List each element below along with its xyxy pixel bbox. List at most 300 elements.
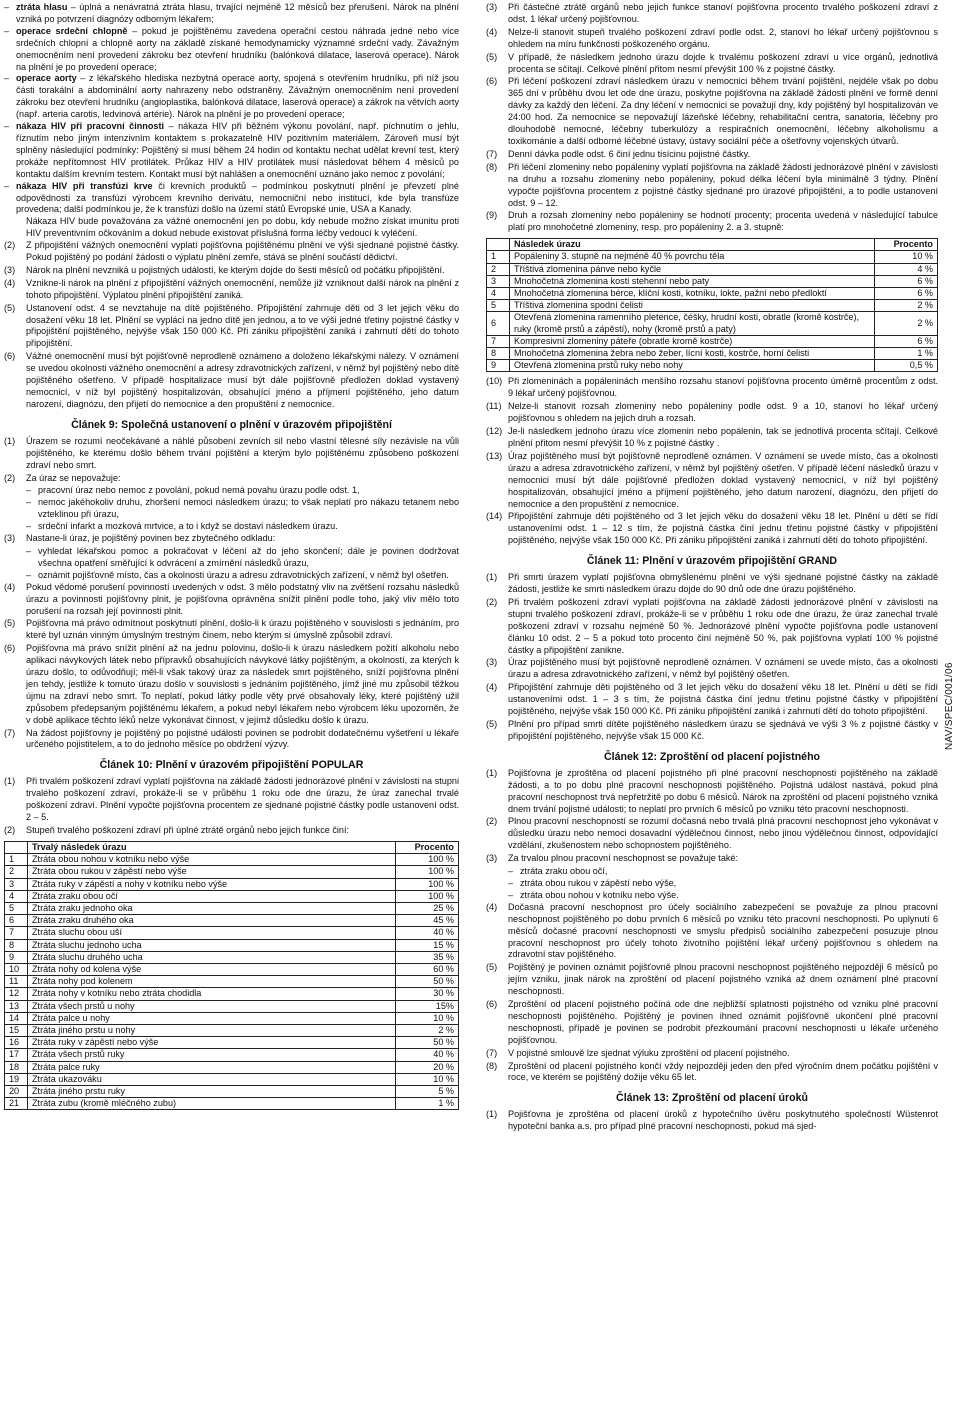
permanent-injury-table — [4, 841, 459, 1110]
row-label: Ztráta sluchu obou uší — [28, 927, 396, 939]
table-row — [487, 348, 938, 360]
paragraph-text: Pokud vědomé porušení povinností uvedených v odst. 3 mělo podstatný vliv na zvětšení rozsahu následků úrazu a povinnosti pojišťovny plnit, je pojišťovna oprávněna snížit plnění podle toho, jaký vliv mělo toto porušení na rozsah její povinnosti plnit. — [26, 581, 459, 616]
table-row — [5, 1012, 459, 1024]
dash-item — [4, 181, 459, 217]
term-bold: operace aorty — [16, 73, 77, 84]
paragraph-number: (6) — [4, 351, 16, 362]
row-number: 3 — [487, 275, 510, 287]
table-row — [487, 300, 938, 312]
paragraph-text: Při léčení poškození zdraví následkem úrazu v nemocnici během trvání pojištění, nejdéle však po dobu 365 dní v průběhu dvou let ode dne úrazu, poskytne pojišťovna na základě žádosti plnění ve formě denní dávky za každý den léčení. Za dny léčení v nemocnici se považují dny, kdy pojištěný byl hospitalizován ve 24:00 hod. Za nemocnice se nepovažují lázeňské léčebny, rehabilitační centra, sanatoria, léčebny pro dlouhodobě nemocné, léčebny tuberkulózy a respiračních onemocnění, léčebny alkoholismu a toxikománie a další odborné léčebné ústavy, ústavy sociální péče a ošetřovny vojenských útvarů. — [508, 76, 938, 146]
dash-item — [486, 866, 938, 878]
row-percent: 40 % — [396, 927, 459, 939]
paragraph-number: (3) — [486, 853, 498, 864]
paragraph-text: V případě, že následkem jednoho úrazu dojde k trvalému poškození zdraví u více orgánů, jednotlivá procenta se sčítají. Celkové plnění přitom nesmí převýšit 100 % z pojistné částky. — [508, 51, 938, 74]
row-percent: 15% — [396, 1000, 459, 1012]
row-percent: 2 % — [396, 1024, 459, 1036]
row-label: Otevřená zlomenina ramenního pletence, čéšky, hrudní kosti, obratle (kromě kostrče), ruky (kromě prstů a zápěstí), nohy (kromě prstů a paty) — [510, 312, 875, 335]
row-number: 12 — [5, 988, 28, 1000]
paragraph-text: Plnění pro případ smrti dítěte pojištěného následkem úrazu se sjednává ve výši 3 % z pojistné částky v připojištění pojištěného, nejvýše však 15 000 Kč. — [508, 719, 938, 741]
dash-item — [486, 878, 938, 890]
paragraph-text: Pojištěný je povinen oznámit pojišťovně plnou pracovní neschopnost pojištěného nejpozději 6 měsíců po jejím vzniku, jinak nárok na zproštění od placení pojistného vzniká až dnem oznámení plné pracovní neschopnosti. — [508, 962, 938, 997]
paragraph-number: (3) — [486, 657, 498, 668]
dash-text: srdeční infarkt a mozková mrtvice, a to i když se dostaví následkem úrazu. — [38, 521, 338, 532]
table-row — [5, 963, 459, 975]
article13-title: Článek 13: Zproštění od placení úroků — [616, 1092, 808, 1105]
table-row — [487, 335, 938, 347]
dash-text — [16, 73, 459, 121]
row-label: Ztráta obou rukou v zápěstí nebo výše — [28, 866, 396, 878]
table-row — [487, 312, 938, 335]
dash-text — [16, 2, 459, 26]
row-percent: 100 % — [396, 854, 459, 866]
table-row — [5, 988, 459, 1000]
article11-title: Článek 11: Plnění v úrazovém připojištění GRAND — [586, 555, 838, 568]
article10-paragraph — [486, 2, 938, 26]
row-number: 4 — [5, 890, 28, 902]
table-row — [5, 1098, 459, 1110]
article10-paragraph — [486, 149, 938, 161]
row-percent: 50 % — [396, 1037, 459, 1049]
article10-paragraph — [486, 52, 938, 76]
row-number: 19 — [5, 1073, 28, 1085]
row-label: Ztráta zraku obou očí — [28, 890, 396, 902]
row-percent: 2 % — [875, 300, 938, 312]
row-percent: 15 % — [396, 939, 459, 951]
paragraph-text: Při částečné ztrátě orgánů nebo jejich funkce stanoví pojišťovna procento trvalého poškození zdraví z odst. 1 lékař určený pojišťovnou. — [508, 2, 938, 24]
article9-paragraph — [4, 533, 459, 545]
table-row — [5, 927, 459, 939]
paragraph-number: (5) — [486, 51, 498, 62]
row-percent: 10 % — [396, 1012, 459, 1024]
dash-text: ztráta obou rukou v zápěstí nebo výše, — [520, 877, 677, 888]
paragraph-text: Nelze-li stanovit stupeň trvalého poškození zdraví podle odst. 2, stanoví ho lékař určený pojišťovnou s ohledem na míru funkčnosti poškozeného orgánu. — [508, 26, 938, 49]
row-number: 8 — [487, 348, 510, 360]
dash-text: nemoc jakéhokoliv druhu, zhoršení nemoci následkem úrazu; to však neplatí pro nákazu tetanem nebo vzteklinou při úrazu, — [38, 497, 459, 520]
dash-item — [4, 73, 459, 121]
table-row — [487, 275, 938, 287]
dash-marker: – — [26, 485, 32, 496]
term-text: – z lékařského hlediska nezbytná operace aorty, spojená s otevřením hrudníku, při níž jsou části torakální a abdominální aorty nahrazeny nebo odstraněny. Závažným onemocněním není provedení zákroku bez otevření hrudníku (angioplastika, balónková dilatace, laserová operace) a zákrok na větvích aorty (např. arteria carotis, ledvinová artérie). Nárok na plnění je po provedení operace; — [16, 73, 459, 120]
row-number: 18 — [5, 1061, 28, 1073]
row-number: 5 — [5, 902, 28, 914]
row-label: Ztráta ruky v zápěstí a nohy v kotníku nebo výše — [28, 878, 396, 890]
paragraph-number: (5) — [486, 719, 498, 730]
table-header-percent: Procento — [875, 239, 938, 251]
paragraph-number: (10) — [486, 376, 503, 387]
row-label: Kompresivní zlomeniny páteře (obratle kromě kostrče) — [510, 335, 875, 347]
paragraph-text: Pojišťovna je zproštěna od placení pojistného při plné pracovní neschopnosti pojištěného na základě žádosti, a to po dobu plné pracovní neschopnosti pojištěného. Pojistná událost nastává, pokud plná pracovní neschopnost trvá nepřetržitě po dobu 6 měsíců. Nárok na zproštění od placení pojistného vzniká dnem trvání pojistné události; to neplatí pro prvních 6 měsíců po vzniku této pracovní neschopnosti. — [508, 767, 938, 814]
row-label: Ztráta zraku jednoho oka — [28, 902, 396, 914]
row-label: Popáleniny 3. stupně na nejméně 40 % povrchu těla — [510, 251, 875, 263]
row-percent: 10 % — [875, 251, 938, 263]
row-percent: 35 % — [396, 951, 459, 963]
dash-item — [4, 485, 459, 497]
term-bold: nákaza HIV při pracovní činnosti — [16, 121, 164, 132]
paragraph-text: Vážné onemocnění musí být pojišťovně neprodleně oznámeno a doloženo lékařskými nálezy. V oznámení se uvedou okolnosti vážného onemocnění a adresy zdravotnických zařízení, v němž byl pojištěný nebo dítě pojištěného ošetřeno. V případě hospitalizace musí být dále pojišťovně předložen doklad vystavený nemocnicí, v níž byl pojištěný hospitalizován, obsahující jméno a příjmení pojištěného, jeho datum narození, diagnózu, den přijetí do nemocnice a den propuštění z nemocnice. — [26, 351, 459, 409]
paragraph-text: Při trvalém poškození zdraví vyplatí pojišťovna na základě žádosti jednorázové plnění v závislosti na stupni trvalého poškození zdraví, prokáže-li se v průběhu 1 roku ode dne úrazu, že úraz zanechal trvalé poškození zdraví v rozsahu nejméně 50 %. Jednorázové plnění vypočte pojišťovna podle ustanovení článku 10 odst. 2 – 5 a pokud toto procento činí nejméně 50 %, pak pojišťovna vyplatí 100 % pojistné částky a připojištění zanikne. — [508, 596, 938, 655]
table-row — [5, 878, 459, 890]
paragraph-text: Při smrti úrazem vyplatí pojišťovna obmyšlenému plnění ve výši sjednané pojistné částky na základě žádosti, jestliže ke smrti následkem úrazu dojde do 90 dnů ode dne úrazu pojištěného. — [508, 572, 938, 595]
paragraph-text: Pojišťovna má právo snížit plnění až na jednu polovinu, došlo-li k úrazu následkem požití alkoholu nebo aplikaci návykových látek nebo přípravků obsahujících návykové látky pojištěným, a okolností, za kterých k úrazu došlo, to odůvodňují; měl-li však takový úraz za následek smrt pojištěného, sníží pojišťovna plnění jen tehdy, jestliže k tomuto úrazu došlo v souvislosti s jednáním pojištěného, jímž jiné mu způsobil těžkou újmu na zdraví nebo smrt. To neplatí, pokud látky podle věty prvé obsahovaly léky, které pojištěný užil způsobem předepsaným pojištěnému lékařem, a pokud nebyl lékařem nebo výrobcem léku upozorněn, že v době aplikace těchto léků nelze vykonávat činnost, v jejímž důsledku došlo k úrazu. — [26, 643, 459, 725]
dash-item — [4, 497, 459, 521]
row-label: Tříštivá zlomenina pánve nebo kyčle — [510, 263, 875, 275]
row-number: 15 — [5, 1024, 28, 1036]
table-row — [5, 1061, 459, 1073]
row-number: 14 — [5, 1012, 28, 1024]
table-row — [5, 1000, 459, 1012]
article10-paragraph — [486, 511, 938, 547]
paragraph-number: (4) — [4, 581, 16, 592]
dash-marker: – — [4, 2, 10, 12]
article12-paragraph — [486, 999, 938, 1047]
dash-marker: – — [4, 121, 10, 132]
paragraph-number: (14) — [486, 511, 503, 522]
article12-paragraph — [486, 816, 938, 852]
table-row — [5, 915, 459, 927]
article12-paragraph — [486, 1048, 938, 1060]
row-label: Ztráta palce u nohy — [28, 1012, 396, 1024]
table-row — [487, 251, 938, 263]
paragraph-number: (12) — [486, 426, 503, 437]
article9-paragraph — [4, 582, 459, 618]
table-row — [5, 1037, 459, 1049]
paragraph-text: Úraz pojištěného musí být pojišťovně neprodleně oznámen. V oznámení se uvede místo, čas a okolnosti úrazu a adresa zdravotnického zařízení, v němž byl pojištěný ošetřen. V případě léčení následků úrazu v nemocnici musí být dále pojišťovně předložen doklad vystavený nemocnicí, v níž byl pojištěný hospitalizován, obsahující jméno a příjmení pojištěného, jeho datum narození, diagnózu, den přijetí do nemocnice a den propuštění z nemocnice. — [508, 450, 938, 509]
paragraph-number: (3) — [486, 2, 498, 12]
row-label: Otevřená zlomenina prstů ruky nebo nohy — [510, 360, 875, 372]
paragraph-text: Na žádost pojišťovny je pojištěný po pojistné události povinen se podrobit dodatečnému vyšetření u lékaře určeného pojistitelem, a to do jednoho měsíce po obdržení výzvy. — [26, 727, 459, 750]
side-code-text: NAV/SPEC/001/06 — [944, 662, 955, 750]
paragraph-number: (4) — [486, 901, 498, 912]
paragraph-text: Plnou pracovní neschopností se rozumí dočasná nebo trvalá plná pracovní neschopnost jeho vykonávat v důsledku úrazu nebo nemoci dosavadní výdělečnou činnost, nebo jinou výdělečnou činnost, odpovídající vzdělání, zkušenostem nebo schopnostem pojištěného. — [508, 816, 938, 851]
row-percent: 100 % — [396, 890, 459, 902]
article9-paragraph — [4, 473, 459, 485]
dash-item — [4, 546, 459, 570]
paragraph-text: Úraz pojištěného musí být pojišťovně neprodleně oznámen. V oznámení se uvede místo, čas a okolnosti úrazu a adresa zdravotnického zařízení, v němž byl pojištěný ošetřen. — [508, 657, 938, 680]
paragraph-text: Nárok na plnění nevzniká u pojistných událostí, ke kterým dojde do šesti měsíců od počátku připojištění. — [26, 264, 445, 275]
paragraph-text: Při trvalém poškození zdraví vyplatí pojišťovna na základě žádosti jednorázové plnění v závislosti na stupni trvalého poškození zdraví, prokáže-li se v průběhu 1 roku ode dne úrazu, že úraz zanechal trvalé poškození zdraví. Plnění vypočte pojišťovna procentem ze sjednané pojistné částky podle ustanovení odst. 2 – 5. — [26, 776, 459, 823]
article8-paragraph — [4, 351, 459, 411]
paragraph-number: (1) — [4, 435, 16, 446]
article11-paragraph — [486, 657, 938, 681]
article10-paragraph — [486, 401, 938, 425]
row-number: 5 — [487, 300, 510, 312]
row-number: 20 — [5, 1085, 28, 1097]
paragraph-text: Za trvalou plnou pracovní neschopnost se považuje také: — [508, 853, 739, 864]
table-row — [487, 360, 938, 372]
row-percent: 2 % — [875, 312, 938, 335]
paragraph-text: Druh a rozsah zlomeniny nebo popáleniny se hodnotí procenty; procenta uvedená v následující tabulce platí pro mnohočetné zlomeniny, resp. pro popáleniny 2. a 3. stupně: — [508, 210, 938, 233]
article8-paragraph — [4, 265, 459, 277]
row-number: 13 — [5, 1000, 28, 1012]
row-label: Ztráta jiného prstu ruky — [28, 1085, 396, 1097]
paragraph-number: (13) — [486, 450, 503, 461]
table-row — [487, 263, 938, 275]
dash-item — [4, 570, 459, 582]
row-number: 2 — [5, 866, 28, 878]
article10-paragraph — [486, 76, 938, 147]
row-number: 11 — [5, 976, 28, 988]
dash-text: ztráta obou nohou v kotníku nebo výše. — [520, 889, 679, 900]
article10-paragraph — [4, 825, 459, 837]
paragraph-number: (9) — [486, 210, 498, 221]
row-label: Ztráta sluchu druhého ucha — [28, 951, 396, 963]
row-number: 2 — [487, 263, 510, 275]
table-row — [5, 976, 459, 988]
dash-marker: – — [26, 497, 32, 508]
fracture-table — [486, 238, 938, 372]
row-number: 6 — [487, 312, 510, 335]
row-percent: 60 % — [396, 963, 459, 975]
paragraph-text: Z připojištění vážných onemocnění vyplatí pojišťovna pojištěnému plnění ve výši sjednané pojistné částky. Pokud pojištěný po podání žádosti o výplatu plnění zemře, stává se plnění součástí dědictví. — [26, 240, 459, 263]
article10-paragraph — [4, 776, 459, 824]
row-percent: 100 % — [396, 866, 459, 878]
row-percent: 6 % — [875, 275, 938, 287]
row-label: Ztráta všech prstů ruky — [28, 1049, 396, 1061]
article12-title: Článek 12: Zproštění od placení pojistného — [603, 750, 821, 763]
paragraph-number: (2) — [486, 816, 498, 827]
dash-marker: – — [4, 25, 10, 36]
paragraph-number: (8) — [486, 161, 498, 172]
paragraph-number: (7) — [4, 727, 16, 738]
dash-marker: – — [508, 866, 514, 877]
article9-paragraph — [4, 643, 459, 726]
row-label: Ztráta nohy od kolena výše — [28, 963, 396, 975]
term-bold: operace srdeční chlopně — [16, 25, 128, 36]
term-text: – nákaza HIV při běžném výkonu povolání, např. píchnutím o jehlu, říznutím nebo jiným intenzivním kontaktem s prokazatelně HIV pozitivním materiálem. Zároveň musí být splněny následující podmínky: Pojištěný si musí během 24 hodin od kontaktu nechat udělat krevní test, který prokáže nepřítomnost HIV protilátek. Průkaz HIV a HIV protilátek musí následovat během 4 měsíců po kontaktu dalším krevním testem. Kontakt musí být nahlášen a onemocnění uznáno jako nemoc z povolání; — [16, 121, 460, 179]
paragraph-number: (3) — [4, 264, 16, 275]
table-row — [5, 1073, 459, 1085]
row-percent: 20 % — [396, 1061, 459, 1073]
table-row — [5, 1085, 459, 1097]
article12-paragraph — [486, 962, 938, 998]
paragraph-text: Připojištění zahrnuje děti pojištěného od 3 let jejich věku do dosažení věku 18 let. Plnění u dětí se řídí ustanoveními odst. 1 – 3 s tím, že pojistná částka činí jednu třetinu pojistné částky v připojištění pojištěného, nejvýše však 150 000 Kč. Při zániku připojištění zaniká i zahrnutí dětí do tohoto připojištění. — [508, 682, 938, 717]
term-text: či krevních produktů – podmínkou poskytnutí plnění je převzetí plné odpovědnosti za transfúzi výrobcem krevního derivátu, nemocniční nebo institucí, kde byla transfúze provedena; další podmínkou je, že k transfúzi došlo na území států Evropské unie, USA a Kanady. — [16, 180, 459, 215]
dash-marker: – — [26, 545, 32, 556]
article10-title: Článek 10: Plnění v úrazovém připojištění POPULAR — [99, 759, 364, 772]
article10-paragraph — [486, 426, 938, 450]
row-label: Ztráta zubu (kromě mléčného zubu) — [28, 1098, 396, 1110]
article11-paragraph — [486, 682, 938, 718]
article10-paragraph — [486, 451, 938, 511]
paragraph-number: (2) — [486, 596, 498, 607]
paragraph-number: (2) — [4, 825, 16, 835]
paragraph-number: (1) — [4, 776, 16, 787]
article9-title: Článek 9: Společná ustanovení o plnění v úrazovém připojištění — [71, 418, 392, 431]
table-header-label: Následek úrazu — [510, 239, 875, 251]
term-text: – pokud je pojištěnému zavedena operační cestou náhrada jedné nebo více srdečních chlopní a chlopně aorty na základě získané hemodynamicky významné srdeční vady. Závažným onemocněním není provedení zákroku bez otevření hrudníku (balónková dilatace, laserová operace). Nárok na plnění je po provedení operace; — [16, 25, 459, 72]
article10-paragraph — [486, 27, 938, 51]
paragraph-number: (3) — [4, 533, 16, 544]
table-row — [5, 1024, 459, 1036]
row-label: Tříštivá zlomenina spodní čelisti — [510, 300, 875, 312]
article8-paragraph — [4, 278, 459, 302]
paragraph-text: Zproštění od placení pojistného počíná ode dne nejbližší splatnosti pojistného od vzniku plné pracovní neschopnosti pojištěného. Pojištěný je povinen ihned oznámit pojišťovně ukončení plné pracovní neschopnosti, případě je povinen se podrobit přezkoumání pracovní neschopnosti u lékaře určeného pojišťovnou. — [508, 999, 938, 1045]
dash-item — [486, 890, 938, 902]
row-label: Ztráta ruky v zápěstí nebo výše — [28, 1037, 396, 1049]
article9-paragraph — [4, 618, 459, 642]
table-header-row — [5, 841, 459, 853]
paragraph-text: Za úraz se nepovažuje: — [26, 472, 121, 483]
row-number: 7 — [487, 335, 510, 347]
table-header-label: Trvalý následek úrazu — [28, 841, 396, 853]
paragraph-text: Nastane-li úraz, je pojištěný povinen bez zbytečného odkladu: — [26, 533, 276, 544]
row-percent: 6 % — [875, 288, 938, 300]
left-column — [4, 2, 459, 1114]
row-label: Ztráta všech prstů u nohy — [28, 1000, 396, 1012]
row-number: 9 — [487, 360, 510, 372]
dash-item — [4, 2, 459, 26]
paragraph-text: Vznikne-li nárok na plnění z připojištění vážných onemocnění, nemůže již vzniknout další nárok na plnění z tohoto připojištění. Výplatou plnění připojištění zaniká. — [26, 277, 459, 300]
paragraph-text: Připojištění zahrnuje děti pojištěného od 3 let jejich věku do dosažení věku 18 let. Plnění u dětí se řídí ustanoveními odst. 1 – 12 s tím, že pojistná částka činí jednu třetinu pojistné částky v připojištění pojištěného, nejvýše však 150 000 Kč. Při zániku připojištění zaniká i zahrnutí dětí do tohoto připojištění. — [508, 511, 938, 546]
article8-paragraph — [4, 240, 459, 264]
term-bold: nákaza HIV při transfúzi krve — [16, 180, 153, 191]
row-percent: 25 % — [396, 902, 459, 914]
paragraph-number: (7) — [486, 1047, 498, 1058]
row-number: 17 — [5, 1049, 28, 1061]
dash-item — [4, 521, 459, 533]
paragraph-number: (7) — [486, 148, 498, 159]
row-percent: 1 % — [875, 348, 938, 360]
row-percent: 5 % — [396, 1085, 459, 1097]
paragraph-text: Úrazem se rozumí neočekávané a náhlé působení zevních sil nebo vlastní tělesné síly nezávisle na vůli pojištěného, ke kterému došlo během trvání pojištění a kterým bylo pojištěnému způsobeno poškození zdraví nebo smrt. — [26, 435, 459, 470]
paragraph-number: (4) — [486, 682, 498, 693]
table-row — [487, 288, 938, 300]
article9-paragraph — [4, 728, 459, 752]
row-number: 4 — [487, 288, 510, 300]
row-label: Ztráta ukazováku — [28, 1073, 396, 1085]
paragraph-number: (1) — [486, 767, 498, 778]
row-percent: 4 % — [875, 263, 938, 275]
row-percent: 45 % — [396, 915, 459, 927]
article12-paragraph — [486, 853, 938, 865]
dash-text: vyhledat lékařskou pomoc a pokračovat v léčení až do jeho skončení; dále je povinen dodržovat všechna opatření směřující k odvrácení a zmírnění následků úrazu, — [38, 545, 459, 568]
dash-text — [16, 121, 459, 181]
article12-paragraph — [486, 1061, 938, 1085]
hiv-note: Nákaza HIV bude považována za vážné onemocnění jen po dobu, kdy nebude možno získat imunitu proti HIV preventivním očkováním a dokud nebude existovat příslušná forma léčby vedoucí k vyléčení. — [26, 216, 459, 239]
dash-marker: – — [508, 877, 514, 888]
article10-paragraph — [486, 210, 938, 234]
right-column — [486, 2, 938, 1134]
table-header-row — [487, 239, 938, 251]
row-number: 10 — [5, 963, 28, 975]
row-label: Ztráta obou nohou v kotníku nebo výše — [28, 854, 396, 866]
row-percent: 10 % — [396, 1073, 459, 1085]
table-header-num — [487, 239, 510, 251]
paragraph-text: Pojišťovna má právo odmítnout poskytnutí plnění, došlo-li k úrazu pojištěného v souvislosti s jednáním, pro které byl uznán vinným úmyslným trestným činem, nebo kterým si úmyslně způsobil zdraví. — [26, 618, 459, 641]
article8-paragraph — [4, 303, 459, 351]
row-number: 21 — [5, 1098, 28, 1110]
paragraph-text: Při zlomeninách a popáleninách menšího rozsahu stanoví pojišťovna procento úměrně procentům z odst. 9 lékař určený pojišťovnou. — [508, 376, 938, 399]
row-label: Mnohočetná zlomenina žebra nebo žeber, lícní kosti, kostrče, horní čelisti — [510, 348, 875, 360]
table-row — [5, 854, 459, 866]
paragraph-text: V pojistné smlouvě lze sjednat výluku zproštění od placení pojistného. — [508, 1047, 790, 1058]
row-percent: 6 % — [875, 335, 938, 347]
dash-marker: – — [26, 521, 32, 532]
paragraph-number: (6) — [486, 999, 498, 1010]
dash-text — [16, 181, 459, 217]
paragraph-number: (4) — [4, 277, 16, 288]
term-bold: ztráta hlasu — [16, 2, 68, 12]
table-row — [5, 939, 459, 951]
table-row — [5, 866, 459, 878]
paragraph-number: (5) — [4, 302, 16, 313]
paragraph-text: Je-li následkem jednoho úrazu více zlomenin nebo popálenin, tak se jednotlivá procenta sčítají. Celkové plnění přitom nesmí převýšit 10 % z pojistné částky . — [508, 426, 938, 448]
paragraph-text: Pojišťovna je zproštěna od placení úroků z hypotečního úvěru poskytnutého společností Wüstenrot hypoteční banka a.s. pro případ plné pracovní neschopnosti, pokud má sjed- — [508, 1109, 938, 1132]
paragraph-number: (8) — [486, 1060, 498, 1071]
side-document-code — [942, 640, 958, 750]
row-label: Mnohočetná zlomenina kosti stehenní nebo paty — [510, 275, 875, 287]
paragraph-text: Denní dávka podle odst. 6 činí jednu tisícinu pojistné částky. — [508, 148, 750, 159]
row-label: Mnohočetná zlomenina bérce, klíční kosti, kotníku, lokte, pažní nebo předloktí — [510, 288, 875, 300]
dash-item — [4, 26, 459, 74]
row-label: Ztráta sluchu jednoho ucha — [28, 939, 396, 951]
paragraph-number: (1) — [486, 1109, 498, 1120]
row-percent: 100 % — [396, 878, 459, 890]
term-text: – úplná a nenávratná ztráta hlasu, trvající nejméně 12 měsíců bez přerušení. Nárok na plnění vzniká po potvrzení diagnózy odborným lékařem; — [16, 2, 459, 24]
table-row — [5, 1049, 459, 1061]
table-header-percent: Procento — [396, 841, 459, 853]
row-number: 8 — [5, 939, 28, 951]
paragraph-number: (2) — [4, 472, 16, 483]
row-number: 1 — [5, 854, 28, 866]
paragraph-number: (4) — [486, 26, 498, 37]
article11-paragraph — [486, 597, 938, 657]
row-percent: 0,5 % — [875, 360, 938, 372]
article10-paragraph — [486, 162, 938, 210]
paragraph-text: Při léčení zlomeniny nebo popáleniny vyplatí pojišťovna na základě žádosti jednorázové plnění v závislosti na druhu a rozsahu zlomeniny nebo popáleniny, pokud délka léčení byla minimálně 3 týdny. Plnění vypočte pojišťovna procentem z pojistné částky sjednané pro úrazové připojištění, a to podle ustanovení odst. 9 – 12. — [508, 161, 938, 208]
row-label: Ztráta zraku druhého oka — [28, 915, 396, 927]
row-number: 9 — [5, 951, 28, 963]
row-number: 6 — [5, 915, 28, 927]
paragraph-text: Nelze-li stanovit rozsah zlomeniny nebo popáleniny podle odst. 9 a 10, stanoví ho lékař určený pojišťovnou s ohledem na jejich druh a rozsah. — [508, 401, 938, 424]
article13-paragraph — [486, 1109, 938, 1133]
row-number: 1 — [487, 251, 510, 263]
table-row — [5, 902, 459, 914]
paragraph-text: Zproštění od placení pojistného končí vždy nejpozději jeden den před výročním dnem počátku pojištění v roce, ve kterém se pojištěný dožije věku 65 let. — [508, 1060, 938, 1083]
table-row — [5, 951, 459, 963]
paragraph-text: Dočasná pracovní neschopnost pro účely sociálního zabezpečení se považuje za plnou pracovní neschopnost pojištěného po dobu prvních 6 měsíců po vzniku této pracovní neschopnosti. Po uplynutí 6 měsíců dočasné pracovní neschopnosti ve smyslu předpisů sociálního zabezpečení posuzuje plnou pracovní neschopnost pro účely tohoto životního pojištění lékař určený pojišťovnou s ohledem na zdravotní stav pojištěného. — [508, 901, 938, 960]
dash-marker: – — [508, 889, 514, 900]
dash-text — [16, 26, 459, 74]
dash-marker: – — [4, 180, 10, 191]
row-label: Ztráta nohy pod kolenem — [28, 976, 396, 988]
paragraph-number: (1) — [486, 572, 498, 583]
table-row — [5, 890, 459, 902]
paragraph-number: (2) — [4, 240, 16, 251]
row-label: Ztráta jiného prstu u nohy — [28, 1024, 396, 1036]
dash-text: oznámit pojišťovně místo, čas a okolnosti úrazu a adresu zdravotnických zařízení, v němž byl ošetřen. — [38, 569, 449, 580]
paragraph-text: Stupeň trvalého poškození zdraví při úplné ztrátě orgánů nebo jejich funkce činí: — [26, 825, 350, 835]
row-label: Ztráta nohy v kotníku nebo ztráta chodidla — [28, 988, 396, 1000]
row-number: 3 — [5, 878, 28, 890]
article11-paragraph — [486, 719, 938, 743]
paragraph-text: Ustanovení odst. 4 se nevztahuje na dítě pojištěného. Připojištění zahrnuje děti od 3 let jejich věku do dosažení věku 18 let. Plnění se vyplácí na jedno dítě jen jednou, a to ve výši jedné třetiny pojistné částky v připojištění pojištěného, nejvýše však 150 000 Kč. Při zániku připojištění zaniká i zahrnutí dětí do tohoto připojištění. — [26, 302, 459, 349]
dash-text: pracovní úraz nebo nemoc z povolání, pokud nemá povahu úrazu podle odst. 1, — [38, 485, 360, 496]
dash-text: ztráta zraku obou očí, — [520, 866, 608, 877]
dash-marker: – — [26, 569, 32, 580]
row-number: 7 — [5, 927, 28, 939]
row-percent: 30 % — [396, 988, 459, 1000]
article12-paragraph — [486, 768, 938, 816]
row-label: Ztráta palce ruky — [28, 1061, 396, 1073]
article12-paragraph — [486, 902, 938, 962]
row-percent: 1 % — [396, 1098, 459, 1110]
paragraph-number: (6) — [4, 643, 16, 654]
dash-marker: – — [4, 73, 10, 84]
article10-paragraph — [486, 376, 938, 400]
row-percent: 50 % — [396, 976, 459, 988]
article11-paragraph — [486, 572, 938, 596]
